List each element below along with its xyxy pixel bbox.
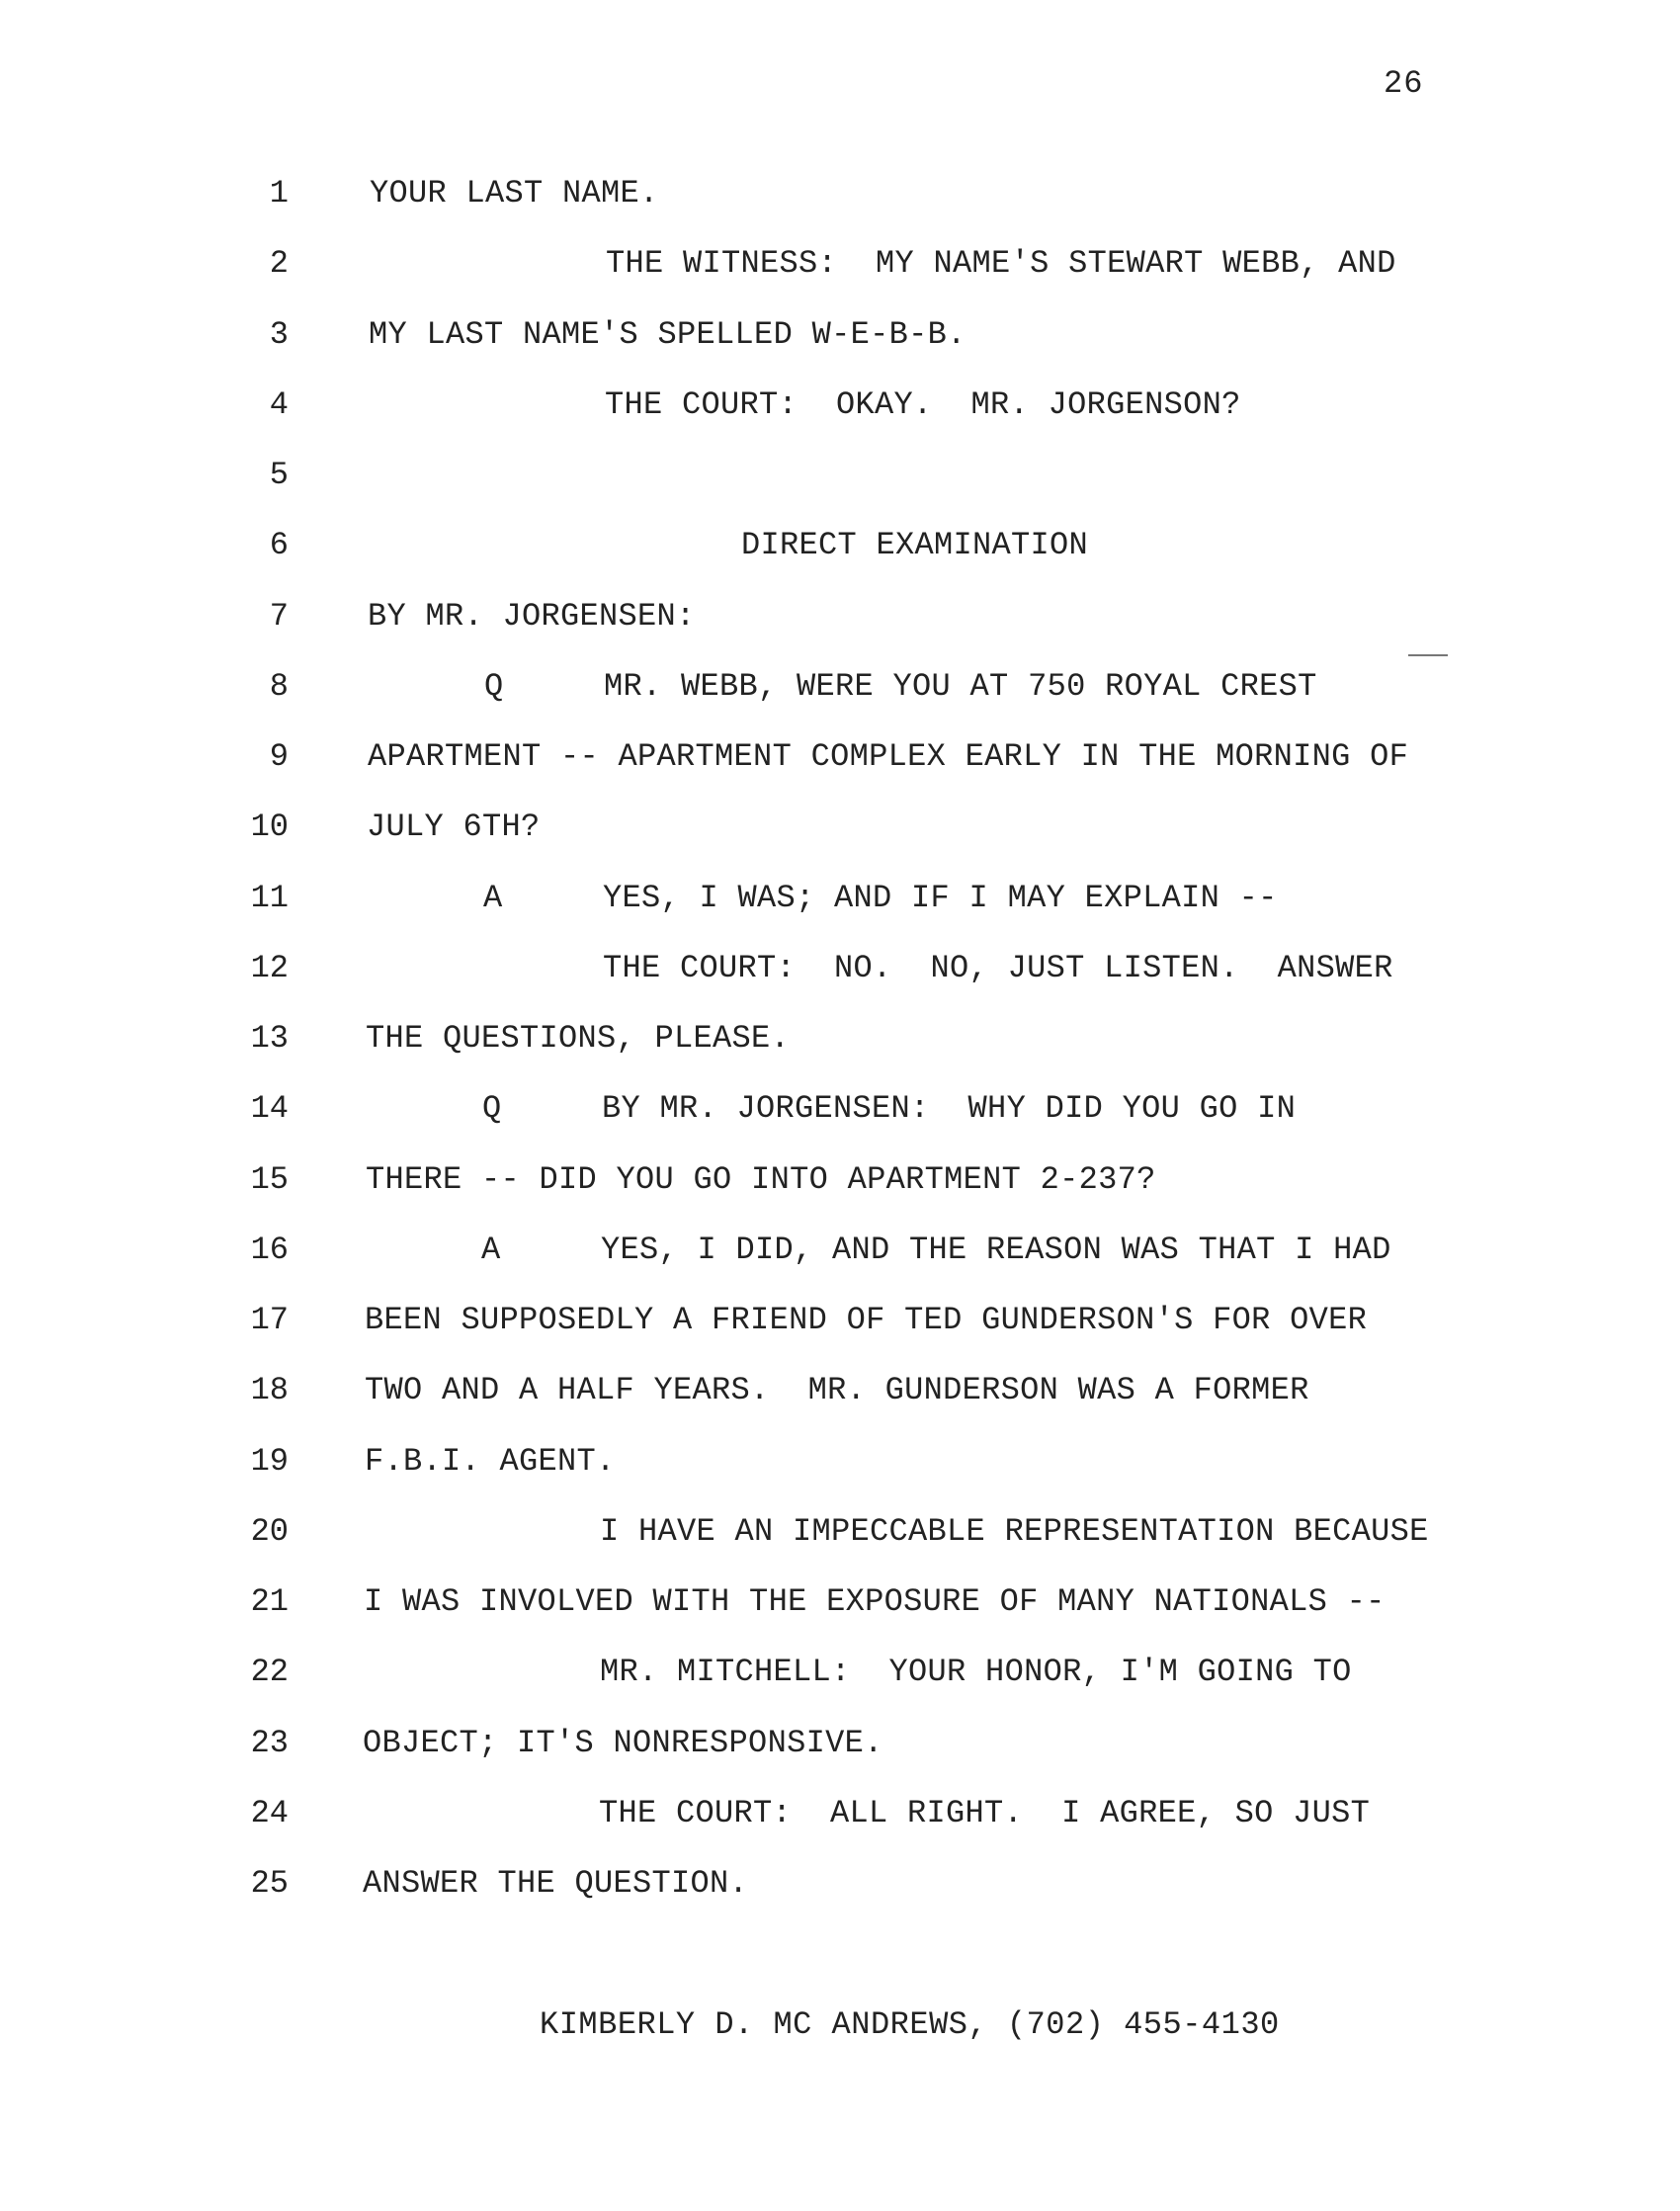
line-number: 22 — [250, 1654, 289, 1691]
line-text: BEEN SUPPOSEDLY A FRIEND OF TED GUNDERSON'S FOR OVER — [365, 1302, 1368, 1338]
line-number: 3 — [269, 315, 289, 353]
transcript-line — [0, 1161, 1680, 1201]
transcript-line — [0, 1583, 1680, 1623]
line-number: 4 — [269, 385, 289, 423]
transcript-line — [0, 1302, 1680, 1341]
line-number: 20 — [250, 1512, 289, 1550]
transcript-line — [0, 808, 1680, 848]
line-number: 14 — [250, 1090, 289, 1128]
line-text: YES, I DID, AND THE REASON WAS THAT I HAD — [601, 1231, 1391, 1268]
line-text: DIRECT EXAMINATION — [741, 527, 1089, 564]
transcript-line — [0, 950, 1680, 989]
transcript-line — [0, 457, 1680, 496]
line-text: I WAS INVOLVED WITH THE EXPOSURE OF MANY NATIONALS -- — [364, 1583, 1386, 1620]
line-text: THERE -- DID YOU GO INTO APARTMENT 2-237? — [366, 1160, 1156, 1198]
line-text: THE COURT: OKAY. MR. JORGENSON? — [605, 385, 1241, 423]
line-number: 1 — [269, 175, 289, 212]
transcript-line — [0, 316, 1680, 356]
qa-marker: Q — [482, 1090, 502, 1128]
line-number: 6 — [269, 527, 289, 564]
line-number: 17 — [250, 1302, 289, 1338]
transcript-line — [0, 1443, 1680, 1483]
line-text: BY MR. JORGENSEN: WHY DID YOU GO IN — [602, 1090, 1297, 1128]
line-text: TWO AND A HALF YEARS. MR. GUNDERSON WAS A FORMER — [365, 1372, 1309, 1409]
transcript-line — [0, 175, 1680, 214]
line-text: JULY 6TH? — [367, 808, 541, 846]
line-text: THE WITNESS: MY NAME'S STEWART WEBB, AND — [606, 245, 1396, 283]
line-text: MY LAST NAME'S SPELLED W-E-B-B. — [369, 315, 966, 353]
transcript-line — [0, 738, 1680, 778]
line-text: YES, I WAS; AND IF I MAY EXPLAIN -- — [603, 879, 1278, 916]
line-text: APARTMENT -- APARTMENT COMPLEX EARLY IN THE MORNING OF — [368, 738, 1409, 775]
line-text: I HAVE AN IMPECCABLE REPRESENTATION BECAUSE — [600, 1512, 1429, 1550]
line-text: THE QUESTIONS, PLEASE. — [366, 1020, 791, 1057]
line-text: YOUR LAST NAME. — [370, 175, 659, 212]
transcript-line — [0, 880, 1680, 919]
transcript-line — [0, 1795, 1680, 1834]
transcript-line — [0, 598, 1680, 638]
line-text: F.B.I. AGENT. — [365, 1442, 616, 1480]
margin-mark — [1408, 654, 1448, 656]
transcript-line — [0, 668, 1680, 708]
line-number: 25 — [250, 1865, 289, 1902]
transcript-line — [0, 386, 1680, 426]
transcript-line — [0, 527, 1680, 566]
line-number: 24 — [250, 1794, 289, 1831]
line-number: 19 — [250, 1442, 289, 1480]
line-number: 23 — [250, 1724, 289, 1761]
page-number: 26 — [1384, 65, 1424, 102]
transcript-line — [0, 1654, 1680, 1693]
line-number: 21 — [250, 1583, 289, 1620]
line-number: 5 — [269, 457, 289, 493]
line-text: MR. WEBB, WERE YOU AT 750 ROYAL CREST — [604, 667, 1317, 705]
line-text: MR. MITCHELL: YOUR HONOR, I'M GOING TO — [600, 1654, 1352, 1691]
transcript-line — [0, 1513, 1680, 1553]
line-number: 16 — [250, 1231, 289, 1268]
line-number: 18 — [250, 1372, 289, 1409]
line-text: THE COURT: ALL RIGHT. I AGREE, SO JUST — [599, 1794, 1371, 1831]
qa-marker: A — [483, 879, 503, 916]
transcript-line — [0, 1020, 1680, 1060]
line-number: 8 — [269, 667, 289, 705]
transcript-line — [0, 1232, 1680, 1271]
transcript-line — [0, 245, 1680, 285]
qa-marker: A — [481, 1231, 501, 1268]
line-text: BY MR. JORGENSEN: — [368, 597, 696, 635]
line-text: OBJECT; IT'S NONRESPONSIVE. — [363, 1724, 883, 1761]
line-text: THE COURT: NO. NO, JUST LISTEN. ANSWER — [603, 949, 1393, 986]
line-number: 10 — [250, 808, 289, 846]
transcript-line — [0, 1865, 1680, 1905]
line-number: 11 — [250, 879, 289, 916]
qa-marker: Q — [484, 667, 504, 705]
line-number: 2 — [269, 245, 289, 283]
line-number: 15 — [250, 1160, 289, 1198]
line-number: 12 — [250, 949, 289, 986]
line-text: ANSWER THE QUESTION. — [363, 1865, 749, 1902]
reporter-footer: KIMBERLY D. MC ANDREWS, (702) 455-4130 — [540, 2006, 1280, 2043]
transcript-line — [0, 1372, 1680, 1411]
line-number: 13 — [250, 1020, 289, 1057]
line-number: 7 — [269, 597, 289, 635]
line-number: 9 — [269, 738, 289, 775]
transcript-line — [0, 1725, 1680, 1764]
transcript-line — [0, 1090, 1680, 1130]
